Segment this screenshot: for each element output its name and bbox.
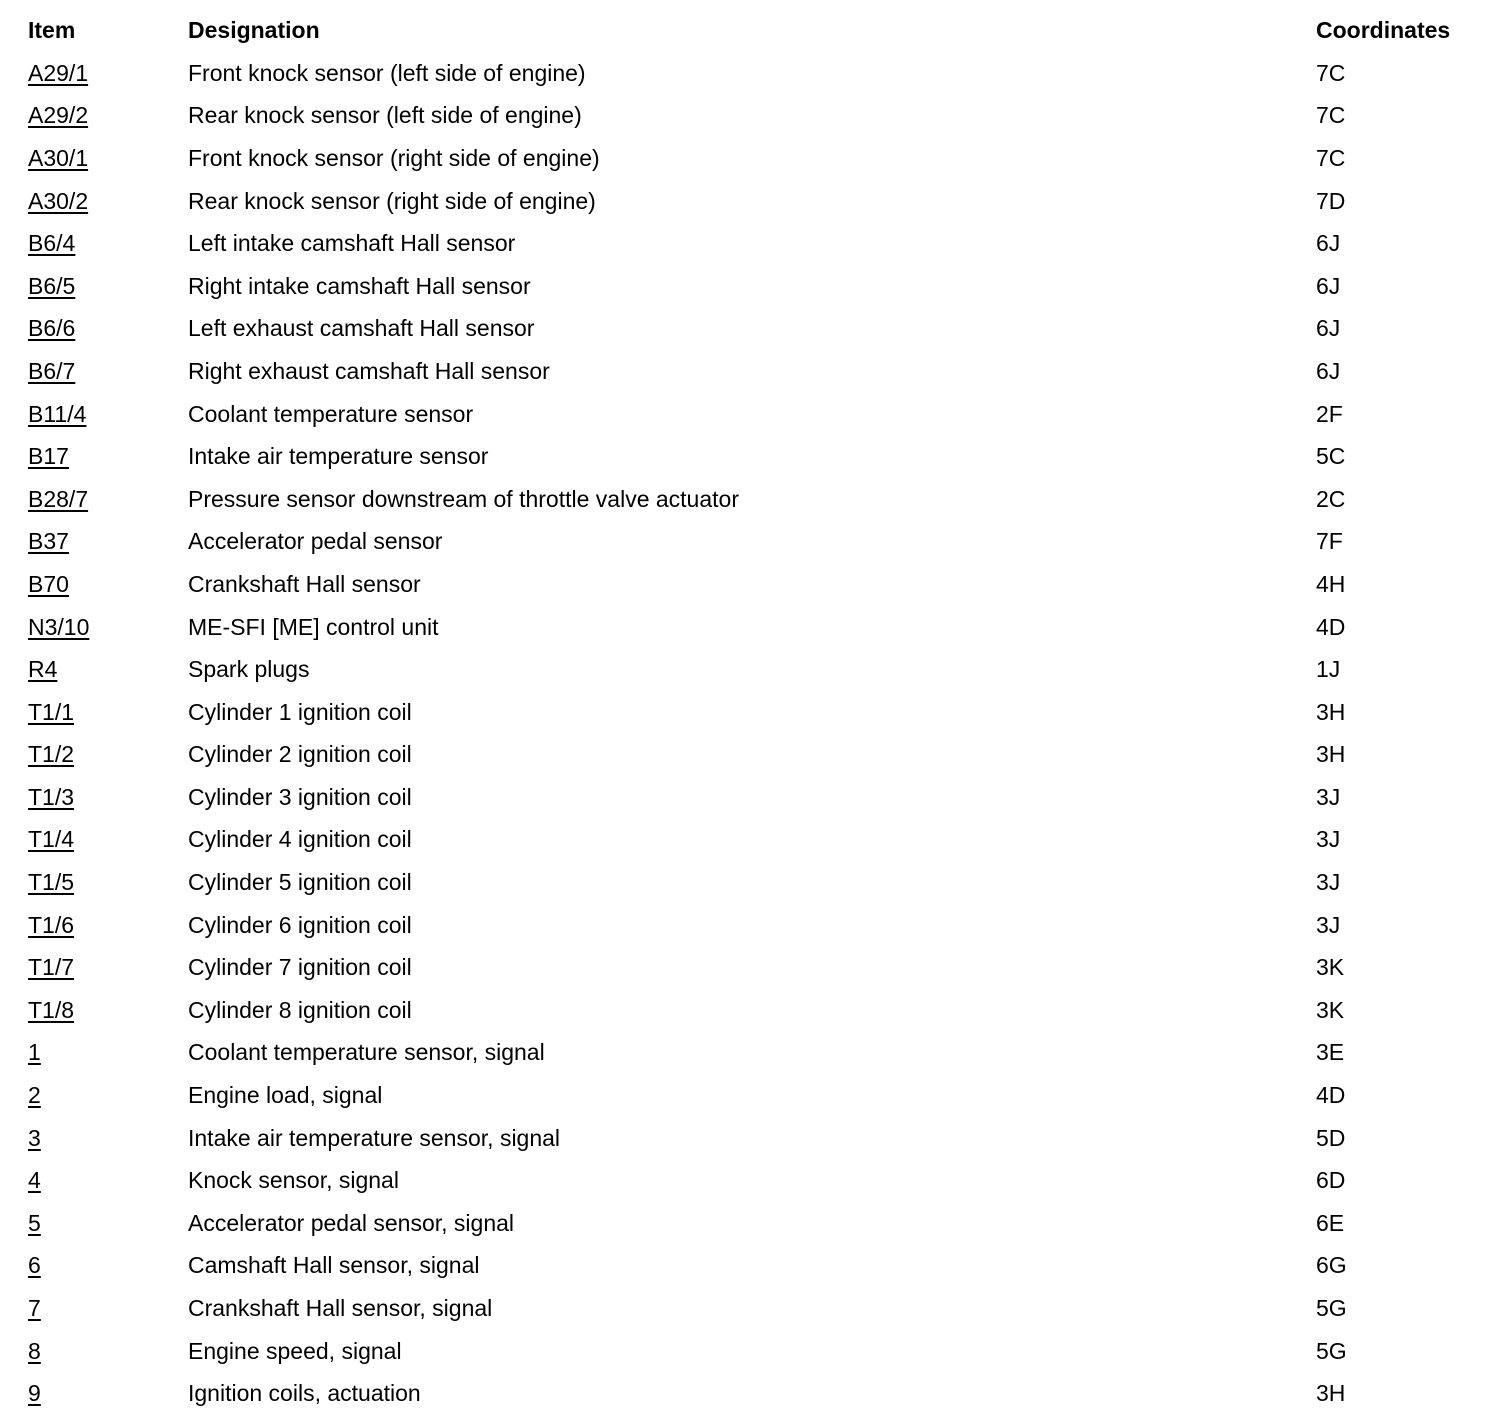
item-cell [28,102,188,129]
item-cell [28,1295,188,1322]
item-cell [28,656,188,683]
item-link[interactable]: 7 [28,1295,41,1322]
coordinates-cell: 3J [1316,911,1341,938]
table-row [28,265,1488,308]
item-link[interactable]: T1/4 [28,826,75,853]
coordinates-cell: 4H [1316,570,1346,597]
table-row [28,1074,1488,1117]
item-link[interactable]: 6 [28,1252,41,1279]
item-link[interactable]: R4 [28,656,58,683]
designation-cell: Left exhaust camshaft Hall sensor [188,315,535,342]
item-cell [28,784,188,811]
designation-cell: Front knock sensor (right side of engine) [188,144,600,171]
item-cell [28,486,188,513]
designation-cell: Crankshaft Hall sensor [188,570,421,597]
coordinates-cell: 6J [1316,230,1341,257]
coordinates-cell: 6E [1316,1209,1345,1236]
item-cell [28,1338,188,1365]
component-legend-table [28,8,1488,1415]
table-row [28,1372,1488,1415]
table-row [28,1202,1488,1245]
table-body [28,52,1488,1415]
table-row [28,308,1488,351]
item-link[interactable]: T1/8 [28,996,75,1023]
coordinates-cell: 7C [1316,144,1346,171]
designation-cell: Front knock sensor (left side of engine) [188,59,586,86]
table-row [28,776,1488,819]
item-cell [28,826,188,853]
designation-cell: Right exhaust camshaft Hall sensor [188,357,550,384]
designation-cell: Coolant temperature sensor [188,400,474,427]
designation-cell: Coolant temperature sensor, signal [188,1039,545,1066]
item-link[interactable]: T1/2 [28,741,75,768]
item-cell [28,869,188,896]
designation-cell: Cylinder 6 ignition coil [188,911,412,938]
item-cell [28,60,188,87]
table-row [28,95,1488,138]
item-link[interactable]: T1/1 [28,698,75,725]
coordinates-cell: 3J [1316,783,1341,810]
designation-cell: Intake air temperature sensor, signal [188,1124,561,1151]
table-row [28,904,1488,947]
coordinates-cell: 5D [1316,1124,1346,1151]
item-cell [28,699,188,726]
item-cell [28,145,188,172]
designation-cell: Spark plugs [188,656,310,683]
item-link[interactable]: A30/1 [28,144,89,171]
item-link[interactable]: N3/10 [28,613,90,640]
coordinates-cell: 3J [1316,826,1341,853]
table-row [28,606,1488,649]
item-link[interactable]: 4 [28,1167,41,1194]
coordinates-cell: 7F [1316,528,1343,555]
item-cell [28,571,188,598]
designation-cell: Cylinder 8 ignition coil [188,996,412,1023]
item-cell [28,1125,188,1152]
item-link[interactable]: 8 [28,1337,41,1364]
table-row [28,393,1488,436]
table-row [28,691,1488,734]
designation-cell: Camshaft Hall sensor, signal [188,1252,480,1279]
item-link[interactable]: 3 [28,1124,41,1151]
item-cell [28,401,188,428]
coordinates-cell: 1J [1316,656,1341,683]
table-row [28,478,1488,521]
item-link[interactable]: B6/7 [28,357,76,384]
table-row [28,861,1488,904]
table-row [28,1245,1488,1288]
coordinates-cell: 7C [1316,102,1346,129]
header-coordinates: Coordinates [1316,16,1451,43]
table-row [28,222,1488,265]
designation-cell: Cylinder 7 ignition coil [188,954,412,981]
table-row [28,819,1488,862]
item-cell [28,358,188,385]
item-link[interactable]: A29/2 [28,102,89,129]
designation-cell: Knock sensor, signal [188,1167,399,1194]
item-cell [28,741,188,768]
designation-cell: Pressure sensor downstream of throttle valve actuator [188,485,739,512]
item-link[interactable]: B17 [28,443,69,470]
item-cell [28,614,188,641]
coordinates-cell: 3H [1316,741,1346,768]
item-cell [28,188,188,215]
designation-cell: Cylinder 2 ignition coil [188,741,412,768]
item-cell [28,315,188,342]
designation-cell: Right intake camshaft Hall sensor [188,272,531,299]
table-row [28,989,1488,1032]
designation-cell: ME-SFI [ME] control unit [188,613,439,640]
designation-cell: Rear knock sensor (left side of engine) [188,102,582,129]
coordinates-cell: 6J [1316,272,1341,299]
item-link[interactable]: T1/6 [28,911,75,938]
item-link[interactable]: A29/1 [28,59,89,86]
table-row [28,946,1488,989]
coordinates-cell: 3J [1316,869,1341,896]
item-link[interactable]: 1 [28,1039,41,1066]
item-link[interactable]: B28/7 [28,485,89,512]
item-cell [28,1380,188,1407]
item-cell [28,230,188,257]
designation-cell: Cylinder 5 ignition coil [188,869,412,896]
designation-cell: Crankshaft Hall sensor, signal [188,1295,493,1322]
item-link[interactable]: 5 [28,1209,41,1236]
item-link[interactable]: B37 [28,528,69,555]
table-row [28,1117,1488,1160]
coordinates-cell: 7C [1316,59,1346,86]
table-row [28,52,1488,95]
item-cell [28,528,188,555]
item-cell [28,997,188,1024]
coordinates-cell: 6J [1316,315,1341,342]
table-row [28,521,1488,564]
table-row [28,1287,1488,1330]
coordinates-cell: 4D [1316,613,1346,640]
table-row [28,563,1488,606]
item-cell [28,443,188,470]
item-link[interactable]: B6/4 [28,230,76,257]
coordinates-cell: 2C [1316,485,1346,512]
header-item: Item [28,16,76,43]
designation-cell: Accelerator pedal sensor, signal [188,1209,515,1236]
coordinates-cell: 6D [1316,1167,1346,1194]
table-row [28,1159,1488,1202]
item-cell [28,1167,188,1194]
designation-cell: Engine speed, signal [188,1337,402,1364]
designation-cell: Accelerator pedal sensor [188,528,443,555]
item-cell [28,1039,188,1066]
table-row [28,435,1488,478]
designation-cell: Cylinder 4 ignition coil [188,826,412,853]
coordinates-cell: 3H [1316,1380,1346,1407]
item-link[interactable]: T1/5 [28,869,75,896]
table-row [28,648,1488,691]
coordinates-cell: 5C [1316,443,1346,470]
designation-cell: Cylinder 3 ignition coil [188,783,412,810]
item-link[interactable]: 9 [28,1380,41,1407]
coordinates-cell: 5G [1316,1295,1347,1322]
table-row [28,180,1488,223]
item-link[interactable]: T1/7 [28,954,75,981]
coordinates-cell: 5G [1316,1337,1347,1364]
table-row [28,1032,1488,1075]
item-cell [28,1252,188,1279]
designation-cell: Cylinder 1 ignition coil [188,698,412,725]
item-link[interactable]: T1/3 [28,783,75,810]
coordinates-cell: 3E [1316,1039,1345,1066]
item-link[interactable]: 2 [28,1082,41,1109]
item-link[interactable]: B70 [28,570,69,597]
table-row [28,1330,1488,1373]
table-header [28,8,1488,52]
item-cell [28,912,188,939]
coordinates-cell: 3H [1316,698,1346,725]
table-row [28,350,1488,393]
item-cell [28,1210,188,1237]
item-link[interactable]: A30/2 [28,187,89,214]
designation-cell: Ignition coils, actuation [188,1380,421,1407]
item-link[interactable]: B11/4 [28,400,87,427]
item-cell [28,1082,188,1109]
table-row [28,137,1488,180]
coordinates-cell: 6G [1316,1252,1347,1279]
header-designation: Designation [188,16,320,43]
coordinates-cell: 6J [1316,357,1341,384]
designation-cell: Left intake camshaft Hall sensor [188,230,516,257]
item-cell [28,954,188,981]
item-cell [28,273,188,300]
designation-cell: Rear knock sensor (right side of engine) [188,187,596,214]
coordinates-cell: 3K [1316,996,1345,1023]
item-link[interactable]: B6/5 [28,272,76,299]
coordinates-cell: 3K [1316,954,1345,981]
designation-cell: Intake air temperature sensor [188,443,489,470]
coordinates-cell: 4D [1316,1082,1346,1109]
item-link[interactable]: B6/6 [28,315,76,342]
table-row [28,734,1488,777]
designation-cell: Engine load, signal [188,1082,383,1109]
coordinates-cell: 7D [1316,187,1346,214]
coordinates-cell: 2F [1316,400,1343,427]
